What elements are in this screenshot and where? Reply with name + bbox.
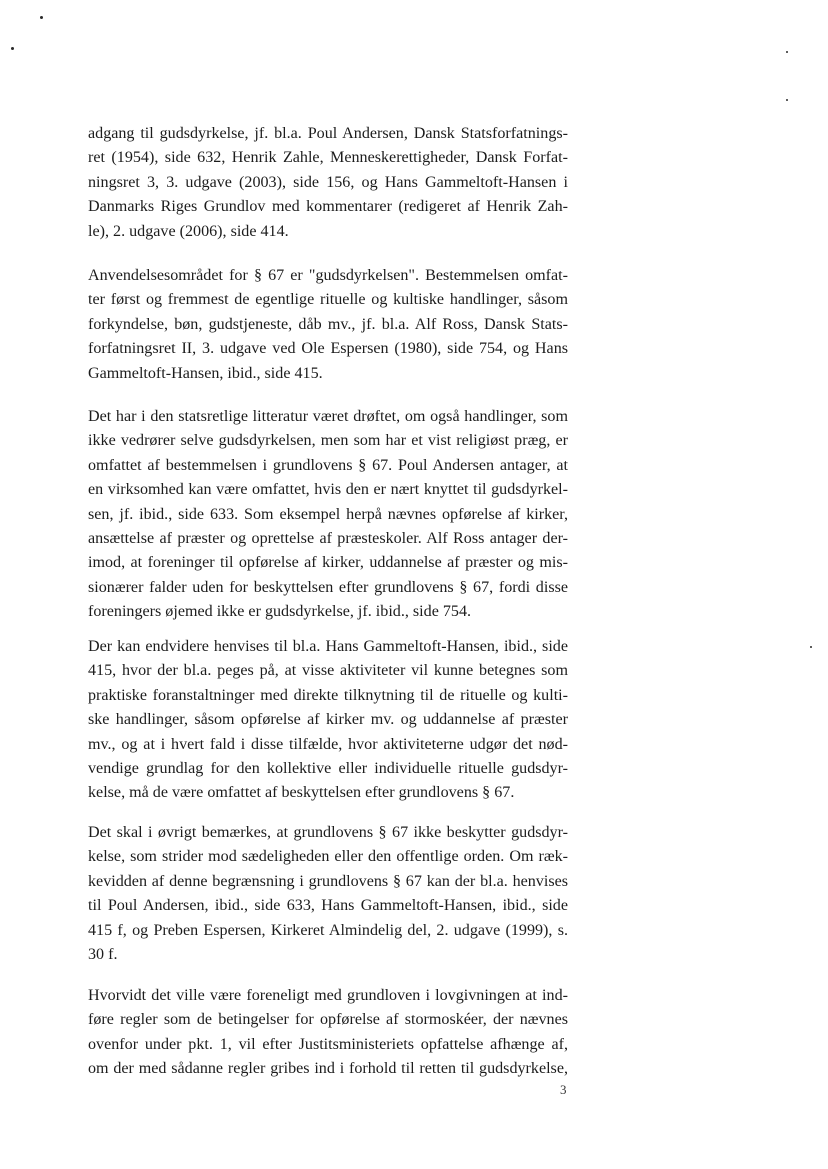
- text-line: 415 f, og Preben Espersen, Kirkeret Almindelig del, 2. udgave (1999), s.: [88, 921, 568, 939]
- page-number: 3: [560, 1082, 567, 1097]
- text-line: Det har i den statsretlige litteratur været drøftet, om også handlinger, som: [88, 408, 568, 425]
- text-line: praktiske foranstaltninger med direkte tilknytning til de rituelle og kulti-: [88, 686, 568, 704]
- text-line: sionærer falder uden for beskyttelsen efter grundlovens § 67, fordi disse: [88, 578, 568, 596]
- text-line: forkyndelse, bøn, gudstjeneste, dåb mv., jf. bl.a. Alf Ross, Dansk Stats-: [88, 315, 568, 333]
- text-line: imod, at foreninger til opførelse af kirker, uddannelse af præster og mis-: [88, 554, 568, 572]
- paragraph-2: [88, 264, 568, 386]
- text-line: ter først og fremmest de egentlige rituelle og kultiske handlinger, såsom: [88, 291, 568, 309]
- text-line: Gammeltoft-Hansen, ibid., side 415.: [88, 364, 323, 382]
- paragraph-4: [88, 635, 568, 806]
- text-line: 30 f.: [88, 946, 118, 964]
- text-line: 415, hvor der bl.a. peges på, at visse aktiviteter vil kunne betegnes som: [88, 662, 568, 680]
- text-line: ret (1954), side 632, Henrik Zahle, Menneskerettigheder, Dansk Forfat-: [88, 149, 568, 167]
- scan-speck: [786, 99, 788, 101]
- scan-speck: [40, 16, 43, 19]
- text-line: Danmarks Riges Grundlov med kommentarer (redigeret af Henrik Zah-: [88, 198, 568, 216]
- text-line: til Poul Andersen, ibid., side 633, Hans Gammeltoft-Hansen, ibid., side: [88, 897, 568, 915]
- text-line: Hvorvidt det ville være foreneligt med grundloven i lovgivningen at ind-: [88, 987, 568, 1004]
- text-line: adgang til gudsdyrkelse, jf. bl.a. Poul Andersen, Dansk Statsforfatnings-: [88, 125, 568, 142]
- text-line: omfattet af bestemmelsen i grundlovens § 67. Poul Andersen antager, at: [88, 456, 568, 474]
- text-line: mv., og at i hvert fald i disse tilfælde, hvor aktiviteterne udgør det nød-: [88, 735, 568, 753]
- scan-speck: [810, 646, 812, 648]
- text-line: ovenfor under pkt. 1, vil efter Justitsministeriets opfattelse afhænge af,: [88, 1035, 568, 1053]
- paragraph-3: [88, 405, 568, 625]
- text-line: sen, jf. ibid., side 633. Som eksempel herpå nævnes opførelse af kirker,: [88, 505, 568, 523]
- text-line: ningsret 3, 3. udgave (2003), side 156, og Hans Gammeltoft-Hansen i: [88, 173, 568, 191]
- text-line: ansættelse af præster og oprettelse af præsteskoler. Alf Ross antager der-: [88, 530, 568, 548]
- text-line: føre regler som de betingelser for opførelse af stormoskéer, der nævnes: [88, 1011, 568, 1029]
- text-line: vendige grundlag for den kollektive eller individuelle rituelle gudsdyr-: [88, 760, 568, 778]
- scan-speck: [786, 51, 788, 53]
- text-line: en virksomhed kan være omfattet, hvis den er nært knyttet til gudsdyrkel-: [88, 481, 568, 499]
- text-line: foreningers øjemed ikke er gudsdyrkelse, jf. ibid., side 754.: [88, 603, 472, 621]
- text-line: kevidden af denne begrænsning i grundlovens § 67 kan der bl.a. henvises: [88, 872, 568, 890]
- text-line: kelse, må de være omfattet af beskyttelsen efter grundlovens § 67.: [88, 784, 515, 802]
- text-line: Anvendelsesområdet for § 67 er "gudsdyrkelsen". Bestemmelsen omfat-: [88, 267, 568, 284]
- scan-speck: [11, 47, 14, 50]
- text-line: kelse, som strider mod sædeligheden eller den offentlige orden. Om ræk-: [88, 848, 568, 866]
- text-line: Der kan endvidere henvises til bl.a. Hans Gammeltoft-Hansen, ibid., side: [88, 638, 568, 655]
- text-line: om der med sådanne regler gribes ind i forhold til retten til gudsdyrkelse,: [88, 1060, 568, 1078]
- paragraph-6: [88, 984, 568, 1082]
- paragraph-1: [88, 122, 568, 244]
- paragraph-5: [88, 821, 568, 967]
- text-line: ikke vedrører selve gudsdyrkelsen, men som har et vist religiøst præg, er: [88, 432, 568, 450]
- text-line: forfatningsret II, 3. udgave ved Ole Espersen (1980), side 754, og Hans: [88, 340, 568, 358]
- text-line: le), 2. udgave (2006), side 414.: [88, 222, 289, 240]
- text-line: ske handlinger, såsom opførelse af kirker mv. og uddannelse af præster: [88, 711, 568, 729]
- text-line: Det skal i øvrigt bemærkes, at grundlovens § 67 ikke beskytter gudsdyr-: [88, 824, 568, 841]
